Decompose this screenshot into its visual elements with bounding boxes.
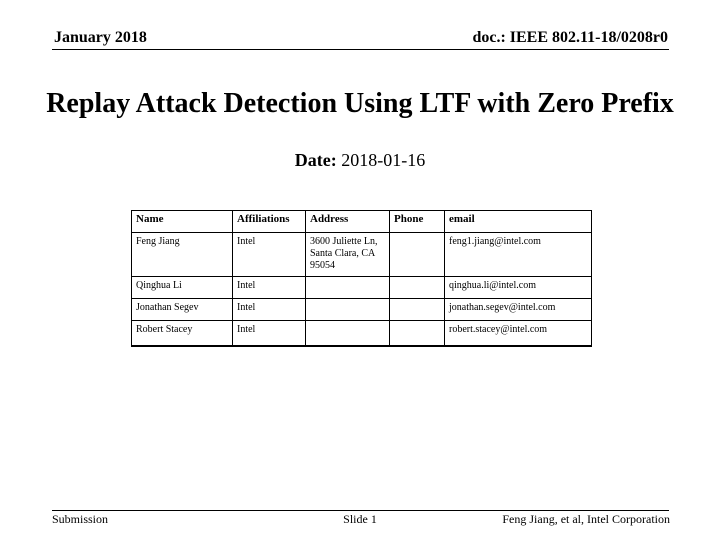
column-header-address: Address [306, 211, 390, 233]
table-row [132, 299, 592, 321]
cell-email: qinghua.li@intel.com [445, 277, 592, 299]
column-header-affiliations: Affiliations [233, 211, 306, 233]
footer-divider [52, 510, 669, 511]
header-doc-id: doc.: IEEE 802.11-18/0208r0 [472, 29, 668, 46]
cell-name: Feng Jiang [132, 233, 233, 277]
cell-address [306, 277, 390, 299]
cell-affiliation: Intel [233, 321, 306, 347]
footer-slide-number: Slide 1 [343, 512, 377, 526]
authors-table [131, 210, 592, 347]
cell-email: robert.stacey@intel.com [445, 321, 592, 347]
cell-address [306, 299, 390, 321]
table-row [132, 321, 592, 347]
header-date: January 2018 [54, 29, 147, 46]
cell-phone [390, 233, 445, 277]
column-header-name: Name [132, 211, 233, 233]
cell-name: Qinghua Li [132, 277, 233, 299]
column-header-phone: Phone [390, 211, 445, 233]
cell-phone [390, 299, 445, 321]
date-value: 2018-01-16 [341, 150, 426, 170]
cell-address: 3600 Juliette Ln, Santa Clara, CA 95054 [306, 233, 390, 277]
footer-authors: Feng Jiang, et al, Intel Corporation [502, 512, 670, 526]
cell-affiliation: Intel [233, 299, 306, 321]
cell-affiliation: Intel [233, 277, 306, 299]
table-row [132, 277, 592, 299]
cell-phone [390, 277, 445, 299]
cell-name: Robert Stacey [132, 321, 233, 347]
slide-title: Replay Attack Detection Using LTF with Zero Prefix [46, 88, 674, 119]
header-divider [52, 49, 669, 50]
cell-address [306, 321, 390, 347]
footer-submission: Submission [52, 512, 109, 526]
date-line [0, 150, 720, 171]
column-header-email: email [445, 211, 592, 233]
cell-affiliation: Intel [233, 233, 306, 277]
table-row [132, 233, 592, 277]
cell-email: jonathan.segev@intel.com [445, 299, 592, 321]
cell-name: Jonathan Segev [132, 299, 233, 321]
date-label: Date: [294, 150, 337, 170]
cell-phone [390, 321, 445, 347]
cell-email: feng1.jiang@intel.com [445, 233, 592, 277]
table-header-row [132, 211, 592, 233]
